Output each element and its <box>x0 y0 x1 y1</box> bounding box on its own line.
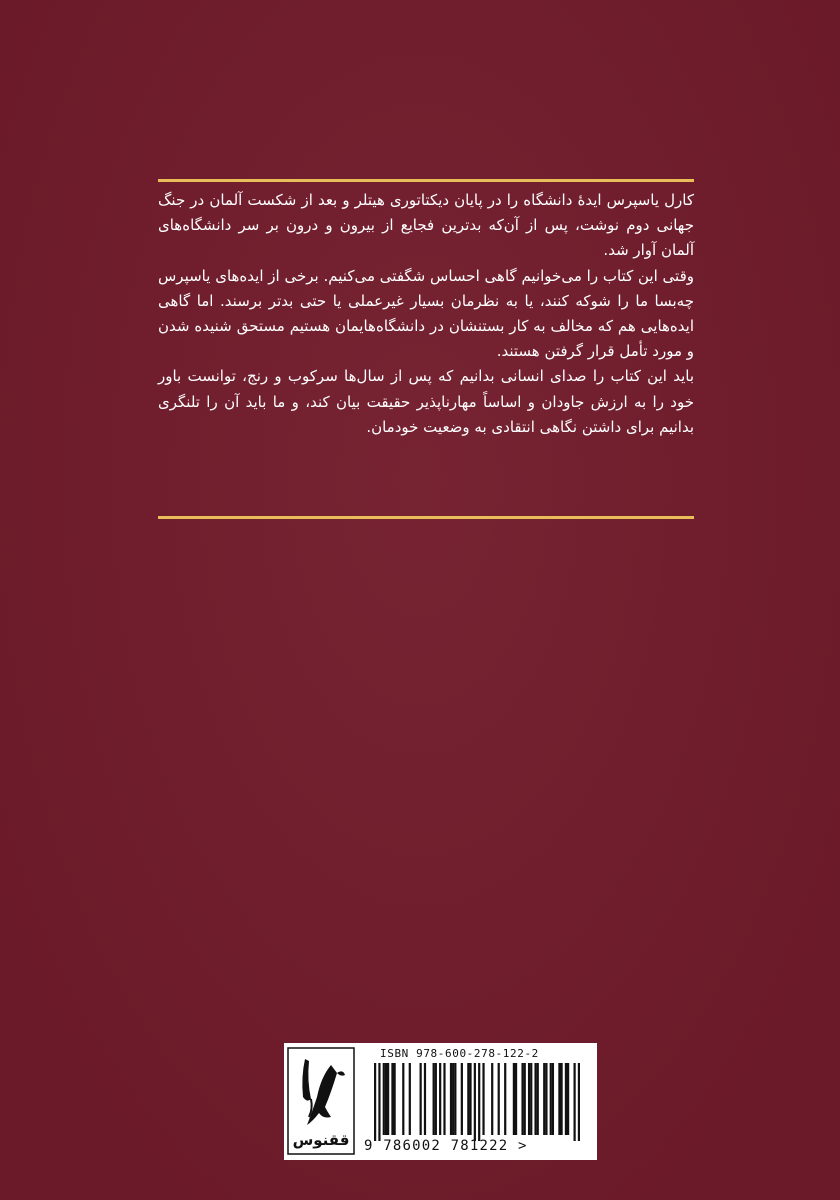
barcode-bar <box>420 1063 422 1135</box>
barcode-bar <box>558 1063 560 1135</box>
blurb-paragraph-1: کارل یاسپرس ایدهٔ دانشگاه را در پایان دیکتاتوری هیتلر و بعد از شکست آلمان در جنگ جهانی دوم نوشت، پس از آن‌که بدترین فجایع از بیرون و درون بر سر دانشگاه‌های آلمان آوار شد. <box>158 191 694 260</box>
barcode-bar <box>530 1063 532 1135</box>
ean-barcode-bars <box>374 1063 580 1141</box>
barcode-bar <box>578 1063 580 1141</box>
publisher-logo-icon <box>287 1047 355 1155</box>
isbn-barcode-panel <box>284 1043 597 1160</box>
barcode-bar <box>385 1063 387 1135</box>
barcode-bar <box>402 1063 404 1135</box>
back-cover-blurb <box>158 188 694 440</box>
barcode-bar <box>454 1063 456 1135</box>
barcode-bar <box>482 1063 484 1135</box>
barcode-bar <box>450 1063 452 1135</box>
barcode-bar <box>515 1063 517 1135</box>
barcode-bar <box>439 1063 441 1135</box>
barcode-bar <box>491 1063 493 1135</box>
barcode-bar <box>469 1063 471 1135</box>
barcode-bar <box>443 1063 445 1135</box>
barcode-bar <box>394 1063 396 1135</box>
barcode-bar <box>565 1063 567 1135</box>
barcode-bar <box>391 1063 393 1135</box>
barcode-bar <box>534 1063 536 1135</box>
barcode-bar <box>537 1063 539 1135</box>
barcode-bar <box>567 1063 569 1135</box>
barcode-bar <box>528 1063 530 1135</box>
barcode-bar <box>550 1063 552 1135</box>
barcode-bar <box>461 1063 463 1135</box>
barcode-bar <box>452 1063 454 1135</box>
barcode-bar <box>543 1063 545 1135</box>
bottom-gold-rule <box>158 516 694 519</box>
ean-digits: 9 786002 781222 > <box>364 1138 528 1154</box>
barcode-bar <box>521 1063 523 1135</box>
barcode-bar <box>424 1063 426 1135</box>
isbn-label: ISBN 978-600-278-122-2 <box>380 1047 539 1060</box>
barcode-bar <box>435 1063 437 1135</box>
barcode-bar <box>504 1063 506 1135</box>
svg-text:ققنوس: ققنوس <box>292 1131 350 1149</box>
barcode-bar <box>383 1063 385 1135</box>
barcode-bar <box>387 1063 389 1135</box>
barcode-bar <box>409 1063 411 1135</box>
blurb-paragraph-2: وقتی این کتاب را می‌خوانیم گاهی احساس شگفتی می‌کنیم. برخی از ایده‌های یاسپرس چه‌بسا ما را شوکه کنند، یا به نظرمان بسیار غیرعملی یا حتی بدتر برسند. اما گاهی ایده‌هایی هم که مخالف به کار بستنشان در دانشگاه‌هایمان هستیم مستحق شنیده شدن و مورد تأمل قرار گرفتن هستند. <box>158 266 694 361</box>
barcode-bar <box>478 1063 480 1141</box>
barcode-bar <box>474 1063 476 1141</box>
barcode-bar <box>573 1063 575 1141</box>
barcode-bar <box>524 1063 526 1135</box>
barcode-bar <box>513 1063 515 1135</box>
barcode-bar <box>560 1063 562 1135</box>
blurb-paragraph-3: باید این کتاب را صدای انسانی بدانیم که پس از سال‌ها سرکوب و رنج، توانست باور خود را به ارزش جاودان و اساساً مهارناپذیر حقیقت بیان کند، و ما باید آن را تلنگری بدانیم برای داشتن نگاهی انتقادی به وضعیت خودمان. <box>158 367 694 436</box>
barcode-bar <box>498 1063 500 1135</box>
barcode-bar <box>374 1063 376 1141</box>
barcode-bar <box>378 1063 380 1141</box>
barcode-bar <box>467 1063 469 1135</box>
barcode-bar <box>545 1063 547 1135</box>
top-gold-rule <box>158 179 694 182</box>
barcode-bar <box>552 1063 554 1135</box>
barcode-bar <box>433 1063 435 1135</box>
